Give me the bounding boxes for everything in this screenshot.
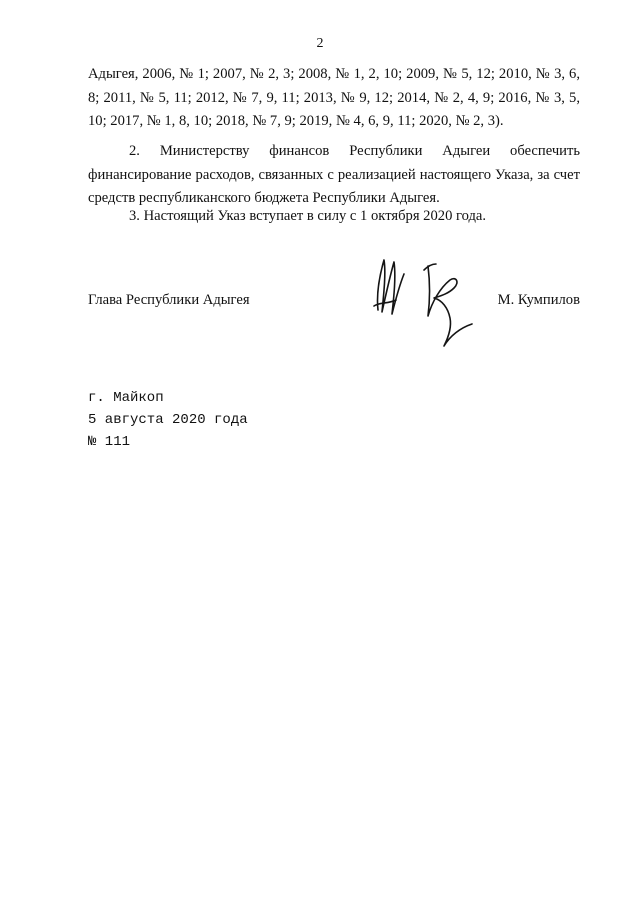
stamp-city: г. Майкоп <box>88 390 164 406</box>
signatory-title: Глава Республики Адыгея <box>88 292 250 308</box>
paragraph-continuation: Адыгея, 2006, № 1; 2007, № 2, 3; 2008, № 1, 2, 10; 2009, № 5, 12; 2010, № 3, 6, 8; 2011, № 5, 11; 2012, № 7, 9, 11; 2013, № 9, 12; 2014, № 2, 4, 9; 2016, № 3, 5, 10; 2017, № 1, 8, 10; 2018, № 7, 9; 2019, № 4, 6, 9, 11; 2020, № 2, 3). <box>88 66 580 129</box>
paragraph-item-3: 3. Настоящий Указ вступает в силу с 1 октября 2020 года. <box>129 208 487 224</box>
stamp-date: 5 августа 2020 года <box>88 412 248 428</box>
handwritten-signature <box>370 252 482 352</box>
stamp-number: № 111 <box>88 434 131 450</box>
signatory-name: М. Кумпилов <box>497 292 580 308</box>
page-number: 2 <box>316 36 324 51</box>
paragraph-item-2: 2. Министерству финансов Республики Адыгеи обеспечить финансирование расходов, связанных с реализацией настоящего Указа, за счет средств республиканского бюджета Республики Адыгея. <box>88 143 580 206</box>
